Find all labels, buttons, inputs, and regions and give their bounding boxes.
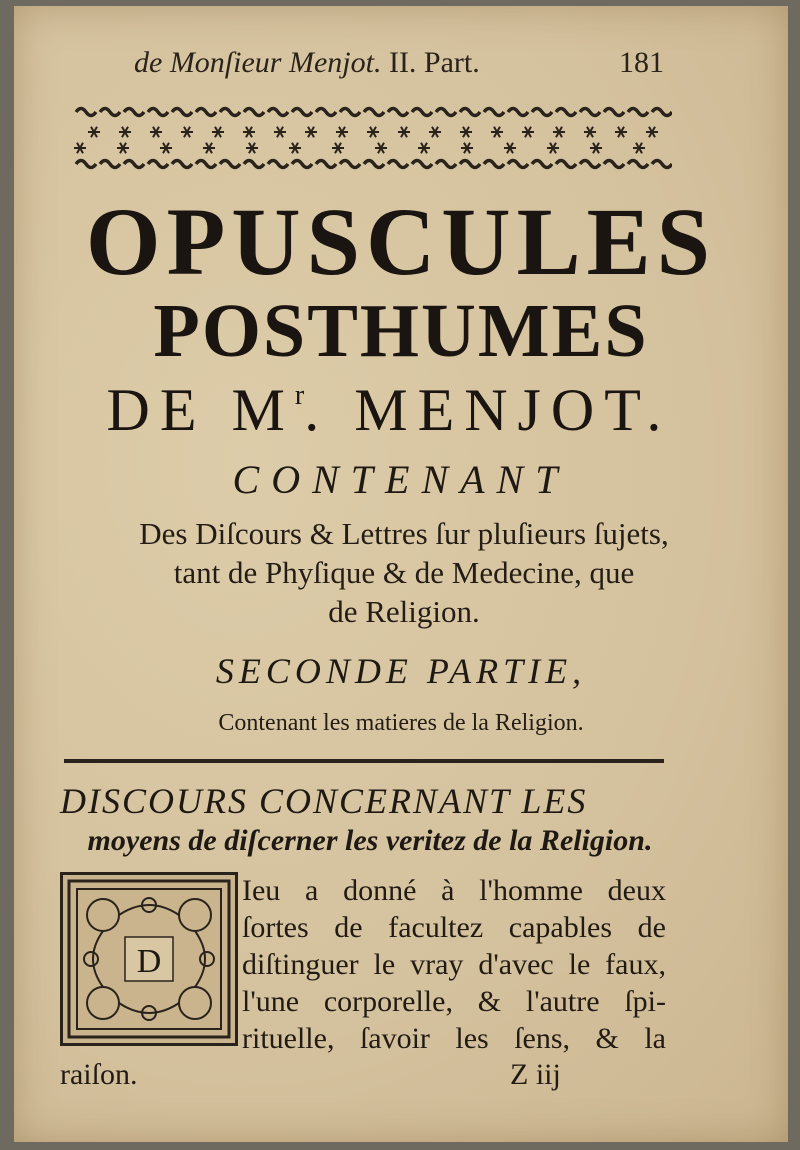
body-line-2: ſortes de facultez capables de bbox=[242, 911, 666, 944]
body-line-1: Ieu a donné à l'homme deux bbox=[242, 874, 666, 907]
title-line-3: DE $M^r$. MENJOT. bbox=[106, 377, 672, 443]
description-line-3: de Religion. bbox=[328, 594, 480, 629]
contenant-heading: CONTENANT bbox=[232, 457, 570, 502]
description-line-1: Des Diſcours & Lettres ſur pluſieurs ſujets, bbox=[139, 516, 669, 551]
divider-rule bbox=[64, 759, 664, 763]
book-page bbox=[14, 6, 788, 1142]
description bbox=[74, 514, 734, 631]
ornament-band-icon bbox=[72, 102, 672, 172]
discours-heading bbox=[60, 780, 680, 858]
seconde-partie: SECONDE PARTIE, bbox=[215, 651, 587, 691]
discours-heading-line-1: DISCOURS CONCERNANT LES bbox=[60, 781, 588, 821]
last-line bbox=[60, 1058, 640, 1098]
initial-letter: D bbox=[136, 943, 162, 980]
body-text bbox=[242, 872, 666, 1057]
signature-mark: Z iij bbox=[510, 1058, 561, 1091]
page-number: 181 bbox=[619, 46, 664, 79]
body-line-5: rituelle, ſavoir les ſens, & la bbox=[242, 1022, 666, 1055]
running-head bbox=[134, 46, 664, 86]
contenant-religion: Contenant les matieres de la Religion. bbox=[218, 710, 584, 736]
running-head-title: de Monſieur Menjot. II. Part. bbox=[134, 46, 480, 79]
title-line-1: OPUSCULES bbox=[85, 188, 717, 295]
body-line-6: raiſon. bbox=[60, 1058, 138, 1091]
decorated-initial-icon bbox=[60, 872, 238, 1046]
discours-heading-line-2: moyens de diſcerner les veritez de la Religion. bbox=[87, 824, 653, 857]
body-line-4: l'une corporelle, & l'autre ſpi- bbox=[242, 985, 666, 1018]
description-line-2: tant de Phyſique & de Medecine, que bbox=[173, 555, 635, 590]
body-line-3: diſtinguer le vray d'avec le faux, bbox=[242, 948, 666, 981]
title-line-2: POSTHUMES bbox=[153, 289, 649, 373]
